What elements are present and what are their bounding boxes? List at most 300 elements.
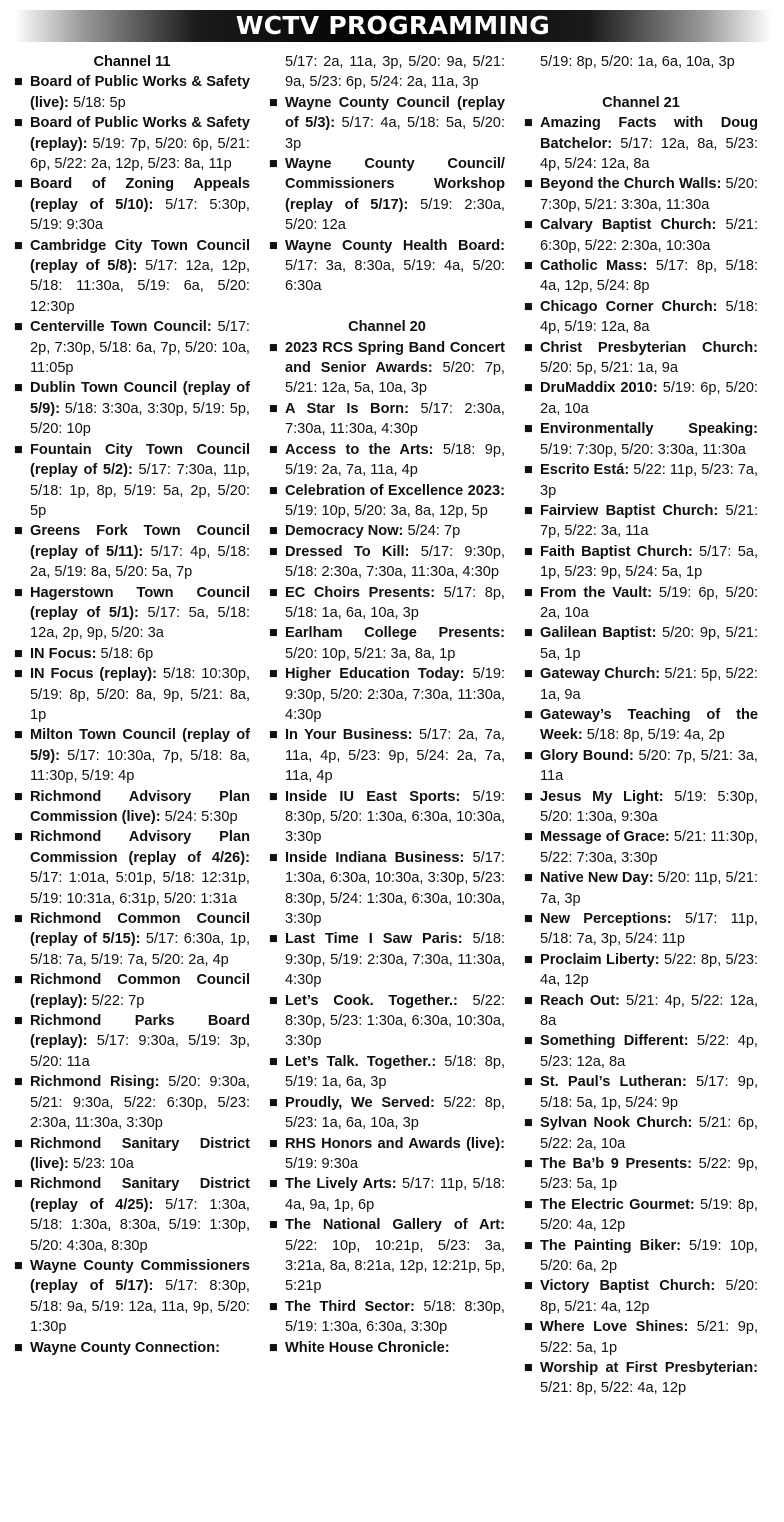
square-bullet-icon: ■ — [269, 1135, 278, 1152]
square-bullet-icon: ■ — [524, 1196, 533, 1213]
program-item — [524, 1358, 758, 1399]
square-bullet-icon: ■ — [524, 788, 533, 805]
square-bullet-icon: ■ — [524, 543, 533, 560]
program-title: The Painting Biker: — [540, 1237, 681, 1254]
program-list — [14, 72, 250, 1358]
program-times: 5/18: 5p — [68, 94, 126, 111]
program-title: Board of Public Works & Safety (replay): — [30, 115, 250, 152]
program-title: Centerville Town Council: — [30, 319, 212, 336]
program-title: RHS Honors and Awards (live): — [285, 1135, 505, 1152]
program-times: 5/17: 8:30p, 5/18: 9a, 5/19: 12a, 11a, 9p, 5/20: 1:30p — [30, 1278, 250, 1336]
program-times: 5/24: 5:30p — [160, 809, 238, 826]
program-title: Richmond Parks Board (replay): — [30, 1013, 250, 1050]
program-item — [524, 338, 758, 379]
program-times: 5/22: 4p, 5/23: 12a, 8a — [540, 1033, 758, 1070]
page-banner — [14, 10, 772, 42]
program-title: Milton Town Council (replay of 5/9): — [30, 727, 250, 764]
program-times: 5/17: 9p, 5/18: 5a, 1p, 5/24: 9p — [540, 1074, 759, 1111]
page-title: WCTV PROGRAMMING — [235, 11, 551, 40]
program-item — [524, 950, 758, 991]
program-item — [269, 991, 505, 1052]
program-times: 5/17: 11p, 5/18: 4a, 9a, 1p, 6p — [285, 1176, 505, 1213]
program-title: Board of Zoning Appeals (replay of 5/10): — [30, 176, 250, 213]
program-times: 5/18: 8p, 5/19: 4a, 2p — [582, 727, 725, 744]
program-times: 5/17: 7:30a, 11p, 5/18: 1p, 8p, 5/19: 5a, 2p, 5/20: 5p — [30, 462, 250, 519]
square-bullet-icon: ■ — [14, 1013, 23, 1030]
program-title: Let’s Talk. Together.: — [285, 1053, 437, 1070]
square-bullet-icon: ■ — [524, 380, 533, 397]
program-times: 5/20: 7:30p, 5/21: 3:30a, 11:30a — [540, 176, 758, 213]
program-times: 5/22: 8p, 5/23: 4a, 12p — [540, 951, 759, 989]
program-title: A Star Is Born: — [285, 400, 409, 417]
square-bullet-icon: ■ — [269, 523, 278, 540]
program-times: 5/17: 2:30a, 7:30a, 11:30a, 4:30p — [285, 400, 505, 438]
program-times: 5/21: 7p, 5/22: 3a, 11a — [540, 502, 758, 540]
program-item — [269, 481, 505, 522]
program-item — [269, 1215, 505, 1297]
program-title: Proclaim Liberty: — [540, 951, 660, 968]
square-bullet-icon: ■ — [524, 992, 533, 1009]
square-bullet-icon: ■ — [269, 788, 278, 805]
square-bullet-icon: ■ — [14, 115, 23, 132]
program-times: 5/22: 10p, 10:21p, 5/23: 3a, 3:21a, 8a, 8:21a, 12p, 12:21p, 5p, 5:21p — [285, 1237, 505, 1295]
square-bullet-icon: ■ — [269, 1298, 278, 1315]
program-item — [524, 1276, 758, 1317]
program-title: Inside Indiana Business: — [285, 849, 465, 866]
square-bullet-icon: ■ — [14, 727, 23, 744]
program-title: Board of Public Works & Safety (live): — [30, 74, 250, 111]
program-times: 5/19: 10p, 5/20: 6a, 2p — [540, 1237, 758, 1274]
square-bullet-icon: ■ — [14, 1257, 23, 1274]
program-title: IN Focus: — [30, 645, 97, 662]
program-times: 5/19: 8p, 5/20: 4a, 12p — [540, 1196, 758, 1234]
program-title: Environmentally Speaking: — [540, 421, 758, 438]
program-title: Jesus My Light: — [540, 788, 664, 805]
program-item — [524, 1317, 758, 1358]
square-bullet-icon: ■ — [14, 176, 23, 193]
square-bullet-icon: ■ — [14, 972, 23, 989]
square-bullet-icon: ■ — [524, 584, 533, 601]
program-item — [524, 1113, 758, 1154]
program-times: 5/17: 12a, 8a, 5/23: 4p, 5/24: 12a, 8a — [540, 135, 758, 172]
program-title: Richmond Sanitary District (live): — [30, 1135, 250, 1172]
program-title: The National Gallery of Art: — [285, 1217, 505, 1234]
program-times: 5/17: 2p, 7:30p, 5/18: 6a, 7p, 5/20: 10a, 11:05p — [30, 319, 250, 377]
program-item — [524, 909, 758, 950]
program-item — [14, 174, 250, 235]
square-bullet-icon: ■ — [14, 441, 23, 458]
program-item — [524, 746, 758, 787]
program-times: 5/19: 9:30a — [285, 1155, 359, 1172]
program-item — [524, 705, 758, 746]
program-item — [524, 113, 758, 174]
program-item — [14, 1174, 250, 1256]
square-bullet-icon: ■ — [269, 625, 278, 642]
program-title: Let’s Cook. Together.: — [285, 992, 458, 1009]
program-item — [269, 542, 505, 583]
program-item — [14, 521, 250, 582]
program-title: Cambridge City Town Council (replay of 5/8): — [30, 237, 250, 275]
program-times: 5/17: 10:30a, 7p, 5/18: 8a, 11:30p, 5/19: 4p — [30, 747, 250, 785]
square-bullet-icon: ■ — [269, 727, 278, 744]
column-3 — [524, 52, 758, 1399]
program-item — [524, 583, 758, 624]
square-bullet-icon: ■ — [269, 992, 278, 1009]
program-times: 5/21: 8p, 5/22: 4a, 12p — [540, 1380, 687, 1397]
program-title: Galilean Baptist: — [540, 625, 657, 642]
program-item — [269, 93, 505, 154]
program-title: DruMaddix 2010: — [540, 380, 658, 397]
square-bullet-icon: ■ — [269, 400, 278, 417]
program-title: Chicago Corner Church: — [540, 298, 718, 315]
square-bullet-icon: ■ — [269, 666, 278, 683]
program-times: 5/17: 8p, 5/18: 1a, 6a, 10a, 3p — [285, 584, 505, 621]
program-item — [524, 297, 758, 338]
continued-times: 5/19: 8p, 5/20: 1a, 6a, 10a, 3p — [540, 54, 735, 70]
program-list — [269, 93, 505, 297]
program-item — [524, 1072, 758, 1113]
square-bullet-icon: ■ — [524, 1359, 533, 1376]
program-title: Gateway’s Teaching of the Week: — [540, 706, 758, 744]
program-item — [14, 725, 250, 786]
square-bullet-icon: ■ — [14, 1074, 23, 1091]
program-item — [524, 991, 758, 1032]
program-item — [269, 583, 505, 624]
program-title: Where Love Shines: — [540, 1319, 689, 1336]
program-title: Inside IU East Sports: — [285, 788, 461, 805]
program-times: 5/19: 5:30p, 5/20: 1:30a, 9:30a — [540, 788, 758, 825]
program-times: 5/20: 10p, 5/21: 3a, 8a, 1p — [285, 645, 456, 662]
square-bullet-icon: ■ — [14, 788, 23, 805]
program-title: Richmond Common Council (replay of 5/15): — [30, 911, 250, 948]
program-item — [269, 623, 505, 664]
program-item — [14, 1072, 250, 1133]
program-title: The Lively Arts: — [285, 1176, 397, 1193]
square-bullet-icon: ■ — [14, 237, 23, 254]
square-bullet-icon: ■ — [524, 1278, 533, 1295]
program-times: 5/17: 3a, 8:30a, 5/19: 4a, 5/20: 6:30a — [285, 258, 505, 295]
program-title: Wayne County Council (replay of 5/3): — [285, 94, 505, 132]
program-item — [269, 1134, 505, 1175]
program-title: Beyond the Church Walls: — [540, 176, 722, 193]
program-title: Greens Fork Town Council (replay of 5/11): — [30, 523, 250, 560]
square-bullet-icon: ■ — [14, 1135, 23, 1152]
program-item — [524, 1236, 758, 1277]
program-times: 5/20: 9p, 5/21: 5a, 1p — [540, 625, 759, 662]
channel-heading: Channel 20 — [348, 319, 426, 336]
program-times: 5/20: 7p, 5/21: 3a, 11a — [540, 747, 758, 785]
program-title: The Electric Gourmet: — [540, 1196, 695, 1213]
program-item — [14, 583, 250, 644]
square-bullet-icon: ■ — [269, 441, 278, 458]
square-bullet-icon: ■ — [14, 523, 23, 540]
program-times: 5/20: 11p, 5/21: 7a, 3p — [540, 870, 758, 907]
program-item — [524, 256, 758, 297]
square-bullet-icon: ■ — [524, 706, 533, 723]
square-bullet-icon: ■ — [14, 1339, 23, 1356]
program-times: 5/17: 1:01a, 5:01p, 5/18: 12:31p, 5/19: 10:31a, 6:31p, 5/20: 1:31a — [30, 870, 250, 907]
column-1 — [14, 52, 250, 1358]
program-item — [269, 848, 505, 930]
program-item — [269, 725, 505, 786]
program-title: Fairview Baptist Church: — [540, 502, 719, 519]
program-item — [524, 664, 758, 705]
square-bullet-icon: ■ — [524, 870, 533, 887]
program-title: St. Paul’s Lutheran: — [540, 1074, 687, 1091]
program-times: 5/20: 7p, 5/21: 12a, 5a, 10a, 3p — [285, 360, 505, 397]
program-item — [14, 440, 250, 522]
program-times: 5/21: 6:30p, 5/22: 2:30a, 10:30a — [540, 217, 758, 254]
square-bullet-icon: ■ — [14, 380, 23, 397]
program-times: 5/22: 8:30p, 5/23: 1:30a, 6:30a, 10:30a, 3:30p — [285, 992, 506, 1050]
program-times: 5/22: 11p, 5/23: 7a, 3p — [540, 462, 759, 499]
program-title: Christ Presbyterian Church: — [540, 339, 758, 356]
program-times: 5/17: 9:30a, 5/19: 3p, 5/20: 11a — [30, 1033, 250, 1070]
program-item — [14, 909, 250, 970]
program-times: 5/18: 9p, 5/19: 2a, 7a, 11a, 4p — [285, 441, 505, 479]
square-bullet-icon: ■ — [524, 176, 533, 193]
continued-listing — [269, 52, 505, 93]
program-item — [524, 623, 758, 664]
square-bullet-icon: ■ — [524, 951, 533, 968]
program-title: Amazing Facts with Doug Batchelor: — [540, 115, 758, 152]
program-title: Catholic Mass: — [540, 258, 648, 275]
program-item — [524, 827, 758, 868]
square-bullet-icon: ■ — [524, 1074, 533, 1091]
program-item — [269, 399, 505, 440]
program-item — [269, 1093, 505, 1134]
program-times: 5/17: 1:30a, 5/18: 1:30a, 8:30a, 5/19: 1:30p, 5/20: 4:30a, 8:30p — [30, 1196, 250, 1254]
program-item — [269, 929, 505, 990]
square-bullet-icon: ■ — [524, 829, 533, 846]
program-title: Access to the Arts: — [285, 441, 434, 458]
square-bullet-icon: ■ — [269, 1339, 278, 1356]
square-bullet-icon: ■ — [269, 849, 278, 866]
program-title: Worship at First Presbyterian: — [540, 1359, 758, 1376]
program-times: 5/21: 9p, 5/22: 5a, 1p — [540, 1319, 758, 1356]
square-bullet-icon: ■ — [524, 298, 533, 315]
program-times: 5/22: 7p — [87, 992, 145, 1009]
program-item — [524, 419, 758, 460]
program-times: 5/18: 4p, 5/19: 12a, 8a — [540, 298, 759, 336]
program-times: 5/23: 10a — [68, 1155, 134, 1172]
square-bullet-icon: ■ — [524, 217, 533, 234]
program-title: Fountain City Town Council (replay of 5/2): — [30, 441, 250, 479]
square-bullet-icon: ■ — [269, 339, 278, 356]
square-bullet-icon: ■ — [14, 645, 23, 662]
program-item — [524, 174, 758, 215]
program-title: Sylvan Nook Church: — [540, 1115, 693, 1132]
program-times: 5/20: 5p, 5/21: 1a, 9a — [540, 360, 678, 377]
program-title: IN Focus (replay): — [30, 666, 157, 683]
program-title: New Perceptions: — [540, 911, 672, 928]
square-bullet-icon: ■ — [269, 482, 278, 499]
program-item — [14, 236, 250, 318]
program-title: 2023 RCS Spring Band Concert and Senior Awards: — [285, 339, 505, 377]
square-bullet-icon: ■ — [524, 462, 533, 479]
program-item — [524, 542, 758, 583]
program-title: Earlham College Presents: — [285, 625, 505, 642]
program-title: Last Time I Saw Paris: — [285, 931, 463, 948]
program-times: 5/17: 12a, 12p, 5/18: 11:30a, 5/19: 6a, 5/20: 12:30p — [30, 258, 250, 315]
program-times: 5/17: 9:30p, 5/18: 2:30a, 7:30a, 11:30a, 4:30p — [285, 543, 505, 581]
square-bullet-icon: ■ — [269, 156, 278, 173]
square-bullet-icon: ■ — [524, 1155, 533, 1172]
program-item — [14, 664, 250, 725]
program-item — [269, 521, 505, 541]
program-title: In Your Business: — [285, 727, 413, 744]
square-bullet-icon: ■ — [524, 502, 533, 519]
program-title: Richmond Common Council (replay): — [30, 972, 250, 1009]
program-times: 5/18: 3:30a, 3:30p, 5/19: 5p, 5/20: 10p — [30, 400, 250, 438]
program-item — [269, 787, 505, 848]
program-title: Celebration of Excellence 2023: — [285, 482, 505, 499]
program-item — [269, 664, 505, 725]
program-times: 5/20: 9:30a, 5/21: 9:30a, 5/22: 6:30p, 5/23: 2:30a, 11:30a, 3:30p — [30, 1074, 250, 1132]
square-bullet-icon: ■ — [524, 115, 533, 132]
square-bullet-icon: ■ — [524, 911, 533, 928]
program-times: 5/24: 7p — [403, 523, 461, 540]
program-times: 5/17: 5a, 1p, 5/23: 9p, 5/24: 5a, 1p — [540, 543, 759, 581]
program-title: Wayne County Health Board: — [285, 237, 505, 254]
program-title: Proudly, We Served: — [285, 1094, 435, 1111]
program-item — [269, 1297, 505, 1338]
program-item — [524, 1195, 758, 1236]
program-times: 5/17: 8p, 5/18: 4a, 12p, 5/24: 8p — [540, 258, 758, 295]
program-title: Dublin Town Council (replay of 5/9): — [30, 380, 250, 417]
program-times: 5/20: 8p, 5/21: 4a, 12p — [540, 1278, 758, 1315]
program-title: Native New Day: — [540, 870, 654, 887]
program-item — [269, 236, 505, 297]
program-times: 5/19: 7:30p, 5/20: 3:30a, 11:30a — [540, 441, 746, 458]
program-times: 5/19: 2:30a, 5/20: 12a — [285, 196, 505, 234]
square-bullet-icon: ■ — [269, 584, 278, 601]
program-title: From the Vault: — [540, 584, 652, 601]
program-item — [524, 1154, 758, 1195]
program-item — [14, 970, 250, 1011]
square-bullet-icon: ■ — [269, 1217, 278, 1234]
program-title: Glory Bound: — [540, 747, 634, 764]
program-times: 5/17: 4a, 5/18: 5a, 5/20: 3p — [285, 115, 505, 152]
program-times: 5/21: 6p, 5/22: 2a, 10a — [540, 1115, 758, 1152]
program-item — [14, 1134, 250, 1175]
program-item — [14, 1338, 250, 1358]
program-item — [524, 1031, 758, 1072]
program-title: Faith Baptist Church: — [540, 543, 693, 560]
square-bullet-icon: ■ — [269, 543, 278, 560]
square-bullet-icon: ■ — [524, 625, 533, 642]
program-item — [14, 317, 250, 378]
square-bullet-icon: ■ — [524, 1237, 533, 1254]
program-times: 5/17: 5:30p, 5/19: 9:30a — [30, 196, 250, 234]
program-list — [269, 338, 505, 1358]
square-bullet-icon: ■ — [269, 1176, 278, 1193]
program-item — [14, 113, 250, 174]
program-item — [14, 72, 250, 113]
program-times: 5/17: 4p, 5/18: 2a, 5/19: 8a, 5/20: 5a, 7p — [30, 543, 251, 581]
square-bullet-icon: ■ — [14, 1176, 23, 1193]
program-item — [524, 460, 758, 501]
program-title: Reach Out: — [540, 992, 620, 1009]
program-times: 5/17: 11p, 5/18: 7a, 3p, 5/24: 11p — [540, 911, 758, 948]
square-bullet-icon: ■ — [14, 666, 23, 683]
program-times: 5/18: 8:30p, 5/19: 1:30a, 6:30a, 3:30p — [285, 1298, 505, 1336]
program-item — [524, 868, 758, 909]
program-times: 5/22: 9p, 5/23: 5a, 1p — [540, 1155, 758, 1193]
square-bullet-icon: ■ — [524, 1033, 533, 1050]
program-times: 5/21: 4p, 5/22: 12a, 8a — [540, 992, 759, 1030]
program-title: The Ba’b 9 Presents: — [540, 1155, 693, 1172]
program-times: 5/17: 2a, 7a, 11a, 4p, 5/23: 9p, 5/24: 2a, 7a, 11a, 4p — [285, 727, 505, 785]
program-title: Wayne County Council/ Commissioners Workshop (replay of 5/17): — [285, 156, 505, 213]
program-item — [14, 1011, 250, 1072]
program-title: Victory Baptist Church: — [540, 1278, 716, 1295]
channel-heading: Channel 21 — [602, 94, 680, 111]
program-title: The Third Sector: — [285, 1298, 415, 1315]
square-bullet-icon: ■ — [524, 666, 533, 683]
program-title: Richmond Rising: — [30, 1074, 160, 1091]
program-item — [524, 215, 758, 256]
program-title: Calvary Baptist Church: — [540, 217, 717, 234]
continued-listing — [524, 52, 758, 72]
square-bullet-icon: ■ — [269, 237, 278, 254]
continued-times: 5/17: 2a, 11a, 3p, 5/20: 9a, 5/21: 9a, 5/23: 6p, 5/24: 2a, 11a, 3p — [285, 54, 505, 91]
square-bullet-icon: ■ — [524, 747, 533, 764]
channel-heading: Channel 11 — [93, 54, 171, 70]
program-times: 5/18: 6p — [96, 645, 154, 662]
program-times: 5/17: 1:30a, 6:30a, 10:30a, 3:30p, 5/23: 8:30p, 5/24: 1:30a, 6:30a, 10:30a, 3:30p — [285, 849, 505, 928]
square-bullet-icon: ■ — [524, 1319, 533, 1336]
program-title: White House Chronicle: — [285, 1339, 450, 1356]
square-bullet-icon: ■ — [269, 94, 278, 111]
square-bullet-icon: ■ — [14, 911, 23, 928]
square-bullet-icon: ■ — [524, 339, 533, 356]
program-item — [524, 787, 758, 828]
program-item — [14, 378, 250, 439]
program-item — [14, 827, 250, 909]
program-item — [14, 1256, 250, 1338]
program-times: 5/19: 6p, 5/20: 2a, 10a — [540, 584, 758, 621]
program-title: Escrito Está: — [540, 462, 630, 479]
program-times: 5/18: 9:30p, 5/19: 2:30a, 7:30a, 11:30a, 4:30p — [285, 931, 506, 989]
square-bullet-icon: ■ — [269, 1053, 278, 1070]
program-title: Message of Grace: — [540, 829, 670, 846]
program-times: 5/17: 6:30a, 1p, 5/18: 7a, 5/19: 7a, 5/20: 2a, 4p — [30, 931, 250, 968]
program-list — [524, 113, 758, 1399]
square-bullet-icon: ■ — [524, 258, 533, 275]
square-bullet-icon: ■ — [269, 1094, 278, 1111]
square-bullet-icon: ■ — [14, 319, 23, 336]
program-times: 5/22: 8p, 5/23: 1a, 6a, 10a, 3p — [285, 1094, 505, 1132]
program-times: 5/19: 7p, 5/20: 6p, 5/21: 6p, 5/22: 2a, 12p, 5/23: 8a, 11p — [30, 135, 250, 173]
program-title: Democracy Now: — [285, 523, 404, 540]
square-bullet-icon: ■ — [14, 74, 23, 91]
column-2 — [269, 52, 505, 1358]
square-bullet-icon: ■ — [269, 931, 278, 948]
program-times: 5/18: 10:30p, 5/19: 8p, 5/20: 8a, 9p, 5/21: 8a, 1p — [30, 666, 250, 723]
program-item — [524, 501, 758, 542]
program-title: Wayne County Connection: — [30, 1339, 220, 1356]
program-title: Something Different: — [540, 1033, 689, 1050]
program-item — [14, 787, 250, 828]
program-item — [269, 1174, 505, 1215]
program-title: Higher Education Today: — [285, 666, 465, 683]
program-item — [14, 644, 250, 664]
program-item — [524, 378, 758, 419]
square-bullet-icon: ■ — [14, 829, 23, 846]
program-item — [269, 154, 505, 236]
program-title: EC Choirs Presents: — [285, 584, 436, 601]
